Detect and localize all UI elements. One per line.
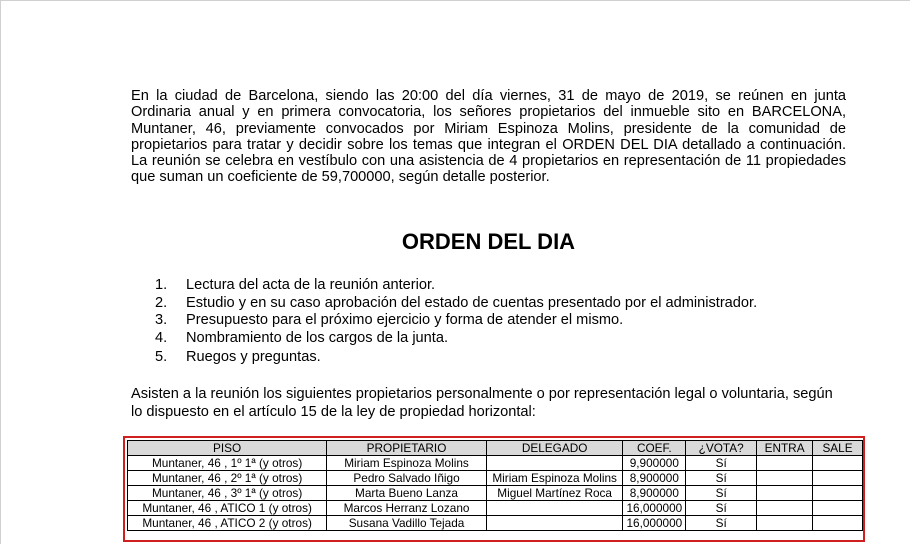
cell-vota: Sí <box>686 501 757 516</box>
column-header-delegado: DELEGADO <box>486 441 623 456</box>
cell-coef: 8,900000 <box>623 471 686 486</box>
column-header-coef: COEF. <box>623 441 686 456</box>
agenda-item-number: 4. <box>155 329 168 346</box>
cell-vota: Sí <box>686 471 757 486</box>
agenda-item <box>155 349 757 367</box>
agenda-item-number: 1. <box>155 277 168 293</box>
attendees-table <box>127 440 863 531</box>
attendance-paragraph: Asisten a la reunión los siguientes propietarios personalmente o por representación legal o voluntaria, según lo dispuesto en el artículo 15 de la ley de propiedad horizontal: <box>131 386 833 420</box>
table-row <box>128 486 863 501</box>
cell-propietario: Miriam Espinoza Molins <box>327 456 487 471</box>
table-row <box>128 501 863 516</box>
agenda-item <box>155 295 757 313</box>
agenda-item-number: 3. <box>155 312 168 328</box>
cell-sale <box>813 486 863 501</box>
cell-coef: 16,000000 <box>623 501 686 516</box>
cell-sale <box>813 456 863 471</box>
cell-delegado <box>486 516 623 531</box>
agenda-list <box>155 277 757 367</box>
cell-sale <box>813 471 863 486</box>
cell-propietario: Pedro Salvado Iñigo <box>327 471 487 486</box>
cell-delegado: Miriam Espinoza Molins <box>486 471 623 486</box>
cell-propietario: Susana Vadillo Tejada <box>327 516 487 531</box>
agenda-heading: ORDEN DEL DIA <box>401 229 576 254</box>
agenda-item <box>155 312 757 330</box>
agenda-item-text: Nombramiento de los cargos de la junta. <box>186 329 449 346</box>
cell-coef: 9,900000 <box>623 456 686 471</box>
cell-coef: 8,900000 <box>623 486 686 501</box>
cell-piso: Muntaner, 46 , ATICO 1 (y otros) <box>128 501 327 516</box>
cell-sale <box>813 501 863 516</box>
cell-coef: 16,000000 <box>623 516 686 531</box>
agenda-item <box>155 330 757 348</box>
cell-entra <box>757 456 813 471</box>
agenda-item-text: Presupuesto para el próximo ejercicio y forma de atender el mismo. <box>186 312 624 328</box>
cell-entra <box>757 501 813 516</box>
agenda-item-text: Lectura del acta de la reunión anterior. <box>186 277 436 293</box>
agenda-item <box>155 277 757 295</box>
agenda-item-text: Ruegos y preguntas. <box>186 349 321 365</box>
cell-vota: Sí <box>686 516 757 531</box>
cell-piso: Muntaner, 46 , 2º 1ª (y otros) <box>128 471 327 486</box>
agenda-item-number: 5. <box>155 349 168 365</box>
attendees-table-highlight <box>123 436 865 542</box>
cell-delegado <box>486 456 623 471</box>
cell-delegado: Miguel Martínez Roca <box>486 486 623 501</box>
agenda-item-text: Estudio y en su caso aprobación del estado de cuentas presentado por el administrador. <box>186 294 758 311</box>
cell-piso: Muntaner, 46 , ATICO 2 (y otros) <box>128 516 327 531</box>
cell-piso: Muntaner, 46 , 3º 1ª (y otros) <box>128 486 327 501</box>
column-header-vota: ¿VOTA? <box>686 441 757 456</box>
cell-delegado <box>486 501 623 516</box>
intro-paragraph: En la ciudad de Barcelona, siendo las 20:00 del día viernes, 31 de mayo de 2019, se reúnen en junta Ordinaria anual y en primera convocatoria, los señores propietarios del inmueble sito en BARCELONA, Muntaner, 46, previamente convocados por Miriam Espinoza Molins, presidente de la comunidad de propietarios para tratar y decidir sobre los temas que integran el ORDEN DEL DIA detallado a continuación. La reunión se celebra en vestíbulo con una asistencia de 4 propietarios en representación de 11 propiedades que suman un coeficiente de 59,700000, según detalle posterior. <box>131 88 846 186</box>
cell-vota: Sí <box>686 456 757 471</box>
table-header-row <box>128 441 863 456</box>
cell-propietario: Marcos Herranz Lozano <box>327 501 487 516</box>
cell-entra <box>757 486 813 501</box>
column-header-piso: PISO <box>128 441 327 456</box>
table-row <box>128 456 863 471</box>
column-header-entra: ENTRA <box>757 441 813 456</box>
cell-vota: Sí <box>686 486 757 501</box>
column-header-propietario: PROPIETARIO <box>327 441 487 456</box>
cell-propietario: Marta Bueno Lanza <box>327 486 487 501</box>
table-row <box>128 516 863 531</box>
agenda-item-number: 2. <box>155 294 168 311</box>
column-header-sale: SALE <box>813 441 863 456</box>
cell-sale <box>813 516 863 531</box>
table-row <box>128 471 863 486</box>
cell-entra <box>757 471 813 486</box>
cell-piso: Muntaner, 46 , 1º 1ª (y otros) <box>128 456 327 471</box>
cell-entra <box>757 516 813 531</box>
